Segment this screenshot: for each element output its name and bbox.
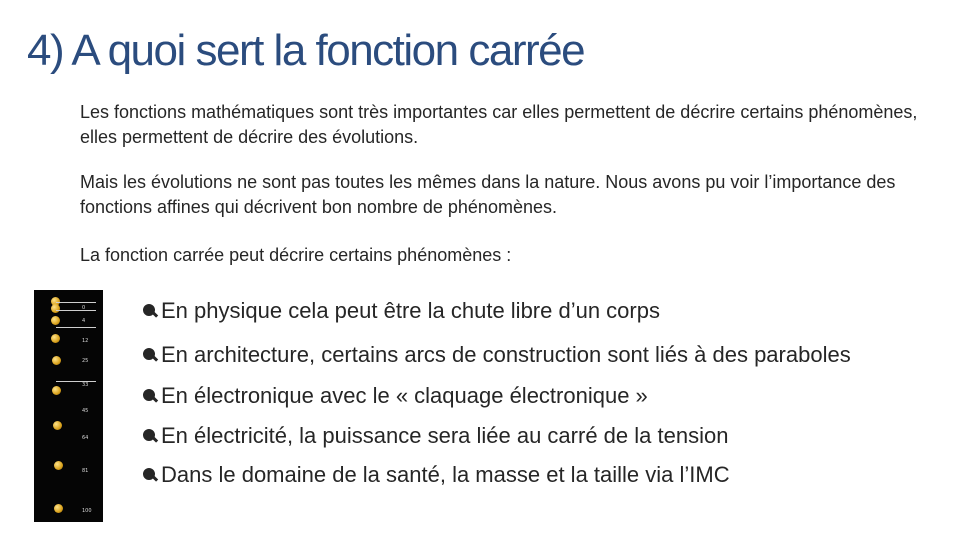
list-item bbox=[143, 381, 648, 411]
bullet-icon bbox=[143, 389, 158, 404]
tick-label: 25 bbox=[82, 358, 89, 364]
bullet-icon bbox=[143, 468, 158, 483]
list-item-text: En électricité, la puissance sera liée au carré de la tension bbox=[161, 423, 729, 448]
tick-label: 81 bbox=[82, 468, 89, 474]
falling-ball bbox=[51, 316, 60, 325]
falling-ball bbox=[53, 421, 62, 430]
list-item-text: En électronique avec le « claquage électronique » bbox=[161, 383, 648, 408]
tick-label: 4 bbox=[82, 318, 86, 324]
list-item bbox=[143, 460, 730, 490]
bullet-icon bbox=[143, 304, 158, 319]
ruler-line bbox=[56, 327, 96, 328]
intro-paragraph: Les fonctions mathématiques sont très importantes car elles permettent de décrire certains phénomènes, elles permettent de décrire des évolutions. bbox=[80, 102, 918, 147]
falling-ball bbox=[51, 304, 60, 313]
tick-label: 100 bbox=[82, 508, 92, 514]
falling-ball bbox=[52, 386, 61, 395]
tick-label: 12 bbox=[82, 338, 89, 344]
tick-label: 64 bbox=[82, 435, 89, 441]
slide-title: 4) A quoi sert la fonction carrée bbox=[27, 26, 585, 75]
tick-label: 45 bbox=[82, 408, 89, 414]
tick-label: 0 bbox=[82, 305, 86, 311]
ruler-line bbox=[56, 302, 96, 303]
list-item-text: Dans le domaine de la santé, la masse et la taille via l’IMC bbox=[161, 462, 730, 487]
list-item-text: En physique cela peut être la chute libre d’un corps bbox=[161, 298, 660, 323]
free-fall-photo bbox=[34, 290, 103, 522]
ruler-line bbox=[56, 381, 96, 382]
falling-ball bbox=[51, 334, 60, 343]
ruler-line bbox=[56, 310, 96, 311]
falling-ball bbox=[54, 461, 63, 470]
falling-ball bbox=[52, 356, 61, 365]
list-item bbox=[143, 340, 851, 370]
list-item-text: En architecture, certains arcs de construction sont liés à des paraboles bbox=[161, 342, 851, 367]
list-item bbox=[143, 296, 660, 326]
bullet-icon bbox=[143, 429, 158, 444]
lead-in-paragraph: La fonction carrée peut décrire certains phénomènes : bbox=[80, 245, 512, 265]
bullet-icon bbox=[143, 348, 158, 363]
list-item bbox=[143, 421, 728, 451]
falling-ball bbox=[54, 504, 63, 513]
evolutions-paragraph: Mais les évolutions ne sont pas toutes les mêmes dans la nature. Nous avons pu voir l’importance des fonctions affines qui décrivent bon nombre de phénomènes. bbox=[80, 172, 896, 217]
tick-label: 33 bbox=[82, 382, 89, 388]
